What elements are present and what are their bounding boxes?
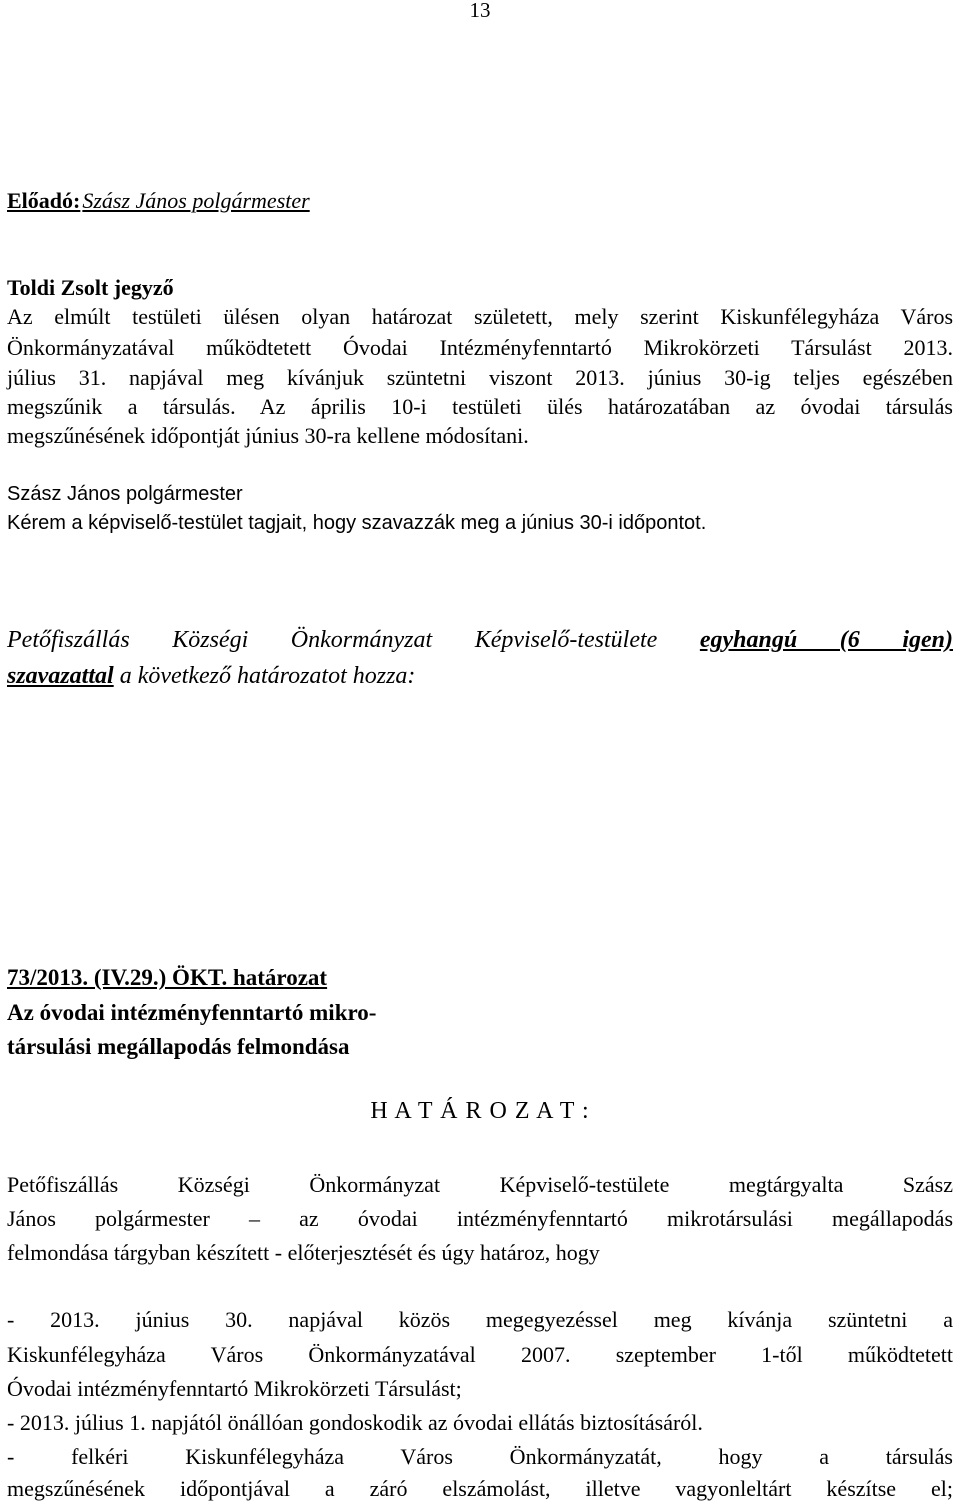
speaker-line bbox=[7, 184, 953, 217]
resolution-point-line-2: Kiskunfélegyháza Város Önkormányzatával 2007. szeptember 1-től működtetett bbox=[7, 1342, 953, 1367]
vote-line-2 bbox=[7, 658, 953, 694]
resolution-point-line-4: - 2013. július 1. napjától önállóan gondoskodik az óvodai ellátás biztosításáról. bbox=[7, 1410, 703, 1435]
vote-line-1 bbox=[7, 622, 953, 658]
jegyzo-line-1: Az elmúlt testületi ülésen olyan határozat született, mely szerint Kiskunfélegyháza Város bbox=[7, 304, 953, 329]
polgarmester-text: Kérem a képviselő-testület tagjait, hogy szavazzák meg a június 30-i időpontot. bbox=[7, 512, 707, 534]
jegyzo-name: Toldi Zsolt jegyző bbox=[7, 275, 174, 300]
vote-bold-1: egyhangú (6 igen) bbox=[699, 627, 954, 653]
vote-suffix: a következő határozatot hozza: bbox=[119, 663, 416, 689]
speaker-name: Szász János polgármester bbox=[82, 188, 310, 213]
resolution-point-line-5: - felkéri Kiskunfélegyháza Város Önkormányzatát, hogy a társulás bbox=[7, 1444, 953, 1469]
resolution-intro-line-1: Petőfiszállás Községi Önkormányzat Képviselő-testülete megtárgyalta Szász bbox=[7, 1172, 953, 1197]
polgarmester-name: Szász János polgármester bbox=[7, 483, 243, 505]
resolution-point-line-1: - 2013. június 30. napjával közös megegyezéssel meg kívánja szüntetni a bbox=[7, 1307, 953, 1332]
page-number: 13 bbox=[469, 0, 491, 22]
resolution-heading: H A T Á R O Z A T : bbox=[370, 1098, 590, 1124]
jegyzo-line-4: megszűnik a társulás. Az április 10-i testületi ülés határozatában az óvodai társulás bbox=[7, 394, 953, 419]
speaker-label: Előadó: bbox=[7, 188, 81, 213]
resolution-title-line-1: Az óvodai intézményfenntartó mikro- bbox=[7, 1000, 377, 1025]
jegyzo-line-3: július 31. napjával meg kívánjuk szüntetni viszont 2013. június 30-ig teljes egészében bbox=[7, 365, 953, 390]
jegyzo-line-5: megszűnésének időpontját június 30-ra kellene módosítani. bbox=[7, 423, 529, 448]
resolution-point-line-6: megszűnésének időpontjával a záró elszámolást, illetve vagyonleltárt készítse el; bbox=[7, 1476, 953, 1501]
vote-prefix: Petőfiszállás Községi Önkormányzat Képviselő-testülete bbox=[7, 627, 658, 653]
resolution-intro-line-3: felmondása tárgyban készített - előterjesztését és úgy határoz, hogy bbox=[7, 1240, 600, 1265]
jegyzo-line-2: Önkormányzatával működtetett Óvodai Intézményfenntartó Mikrokörzeti Társulást 2013. bbox=[7, 335, 953, 360]
resolution-intro-line-2: János polgármester – az óvodai intézményfenntartó mikrotársulási megállapodás bbox=[7, 1206, 953, 1231]
resolution-point-line-3: Óvodai intézményfenntartó Mikrokörzeti Társulást; bbox=[7, 1376, 462, 1401]
resolution-title-line-2: társulási megállapodás felmondása bbox=[7, 1034, 350, 1059]
vote-bold-2: szavazattal bbox=[7, 663, 114, 689]
resolution-number: 73/2013. (IV.29.) ÖKT. határozat bbox=[7, 965, 328, 990]
